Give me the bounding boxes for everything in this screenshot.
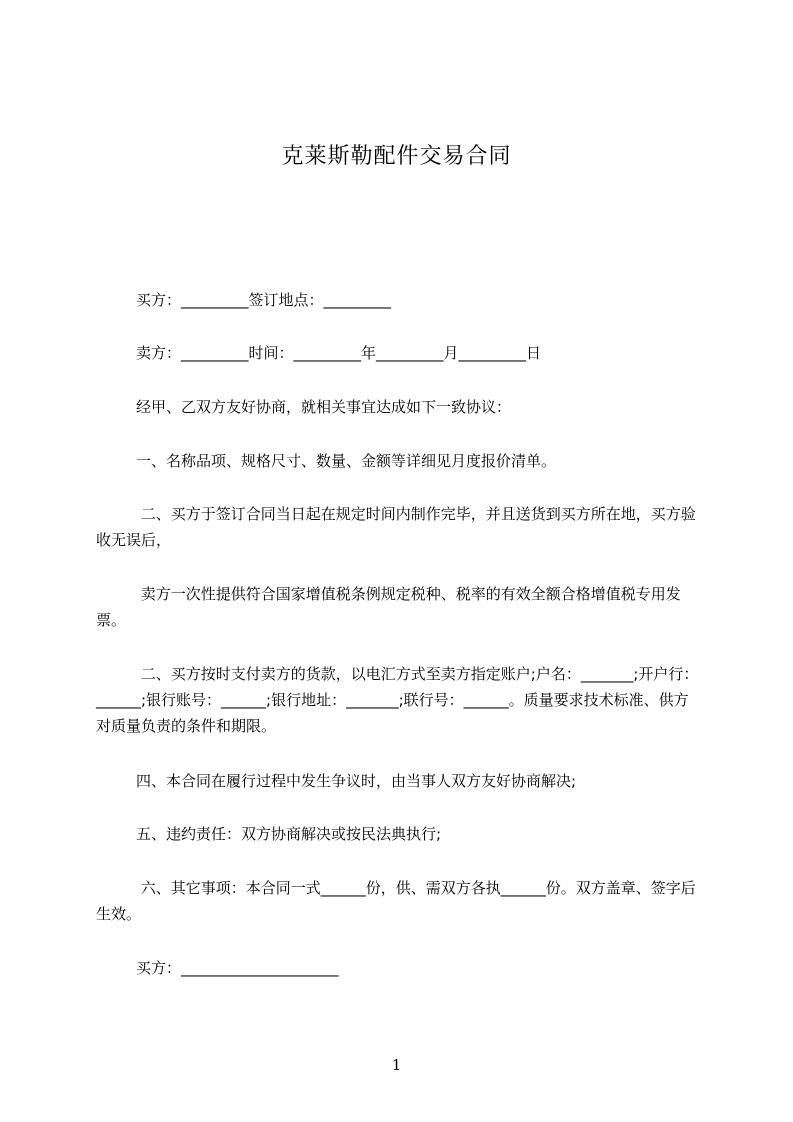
clause-2-production-delivery: 二、买方于签订合同当日起在规定时间内制作完毕，并且送货到买方所在地，买方验收无误后， <box>96 505 696 549</box>
buyer-and-signing-place-line: 买方：_________签订地点：_________ <box>136 291 392 309</box>
clause-5-liability: 五、违约责任：双方协商解决或按民法典执行; <box>136 825 442 843</box>
clause-4-disputes: 四、本合同在履行过程中发生争议时，由当事人双方友好协商解决; <box>136 772 577 790</box>
clause-6-other-matters: 六、其它事项：本合同一式______份，供、需双方各执______份。双方盖章、签字后生效。 <box>96 879 696 923</box>
agreement-intro: 经甲、乙双方友好协商，就相关事宜达成如下一致协议： <box>136 398 512 416</box>
document-title: 克莱斯勒配件交易合同 <box>281 144 512 169</box>
clause-payment-account: 二、买方按时支付卖方的货款，以电汇方式至卖方指定账户;户名：_______;开户行：______;银行账号：______;银行地址：_______;联行号：______。质量要求技术标准、供方对质量负责的条件和期限。 <box>96 665 699 735</box>
seller-and-date-line: 卖方：_________时间：_________年_________月_________日 <box>136 344 542 362</box>
page-number: 1 <box>391 1056 402 1074</box>
clause-invoice: 卖方一次性提供符合国家增值税条例规定税种、税率的有效全额合格增值税专用发票。 <box>96 585 681 629</box>
clause-1-product-details: 一、名称品项、规格尺寸、数量、金额等详细见月度报价清单。 <box>136 452 557 470</box>
buyer-signature-line: 买方：_____________________ <box>136 959 339 977</box>
